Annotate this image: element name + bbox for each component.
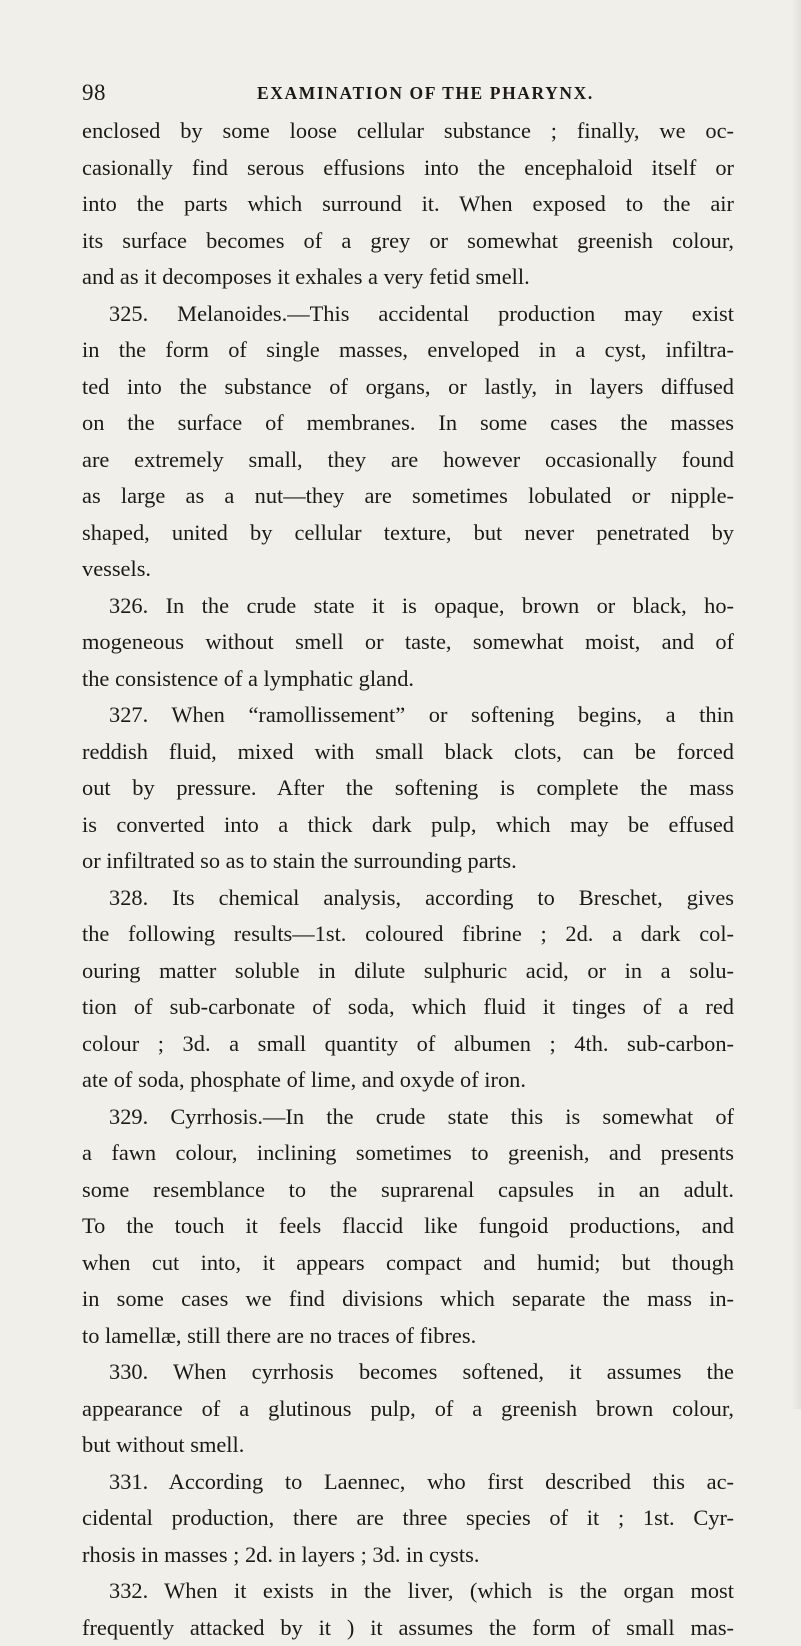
text-line: when cut into, it appears compact and humid; but though (82, 1245, 734, 1282)
text-line: rhosis in masses ; 2d. in layers ; 3d. in cysts. (82, 1537, 734, 1574)
text-line: 331. According to Laennec, who first described this ac- (82, 1464, 734, 1501)
text-line: vessels. (82, 551, 734, 588)
text-line: or infiltrated so as to stain the surrounding parts. (82, 843, 734, 880)
text-line: To the touch it feels flaccid like fungoid productions, and (82, 1208, 734, 1245)
body-text (82, 113, 734, 1646)
text-line: enclosed by some loose cellular substance ; finally, we oc- (82, 113, 734, 150)
text-line: on the surface of membranes. In some cases the masses (82, 405, 734, 442)
text-line: ate of soda, phosphate of lime, and oxyde of iron. (82, 1062, 734, 1099)
text-line: is converted into a thick dark pulp, which may be effused (82, 807, 734, 844)
text-line: ted into the substance of organs, or lastly, in layers diffused (82, 369, 734, 406)
text-line: to lamellæ, still there are no traces of fibres. (82, 1318, 734, 1355)
text-line: some resemblance to the suprarenal capsules in an adult. (82, 1172, 734, 1209)
text-line: frequently attacked by it ) it assumes the form of small mas- (82, 1610, 734, 1646)
text-line: colour ; 3d. a small quantity of albumen ; 4th. sub-carbon- (82, 1026, 734, 1063)
text-line: 327. When “ramollissement” or softening begins, a thin (82, 697, 734, 734)
text-line: mogeneous without smell or taste, somewhat moist, and of (82, 624, 734, 661)
text-line: 330. When cyrrhosis becomes softened, it assumes the (82, 1354, 734, 1391)
text-line: casionally find serous effusions into the encephaloid itself or (82, 150, 734, 187)
text-line: and as it decomposes it exhales a very fetid smell. (82, 259, 734, 296)
text-line: 326. In the crude state it is opaque, brown or black, ho- (82, 588, 734, 625)
page-number: 98 (82, 80, 106, 106)
running-head: EXAMINATION OF THE PHARYNX. (257, 83, 594, 104)
text-line: as large as a nut—they are sometimes lobulated or nipple- (82, 478, 734, 515)
text-line: tion of sub-carbonate of soda, which fluid it tinges of a red (82, 989, 734, 1026)
text-line: the consistence of a lymphatic gland. (82, 661, 734, 698)
text-line: out by pressure. After the softening is complete the mass (82, 770, 734, 807)
page-header (82, 80, 732, 110)
text-line: 328. Its chemical analysis, according to Breschet, gives (82, 880, 734, 917)
text-line: in some cases we find divisions which separate the mass in- (82, 1281, 734, 1318)
text-line: shaped, united by cellular texture, but never penetrated by (82, 515, 734, 552)
text-line: the following results—1st. coloured fibrine ; 2d. a dark col- (82, 916, 734, 953)
text-line: into the parts which surround it. When exposed to the air (82, 186, 734, 223)
text-line: 332. When it exists in the liver, (which is the organ most (82, 1573, 734, 1610)
text-line: 329. Cyrrhosis.—In the crude state this is somewhat of (82, 1099, 734, 1136)
text-line: but without smell. (82, 1427, 734, 1464)
text-line: ouring matter soluble in dilute sulphuric acid, or in a solu- (82, 953, 734, 990)
text-line: reddish fluid, mixed with small black clots, can be forced (82, 734, 734, 771)
text-line: 325. Melanoides.—This accidental production may exist (82, 296, 734, 333)
text-line: are extremely small, they are however occasionally found (82, 442, 734, 479)
text-line: in the form of single masses, enveloped in a cyst, infiltra- (82, 332, 734, 369)
text-line: its surface becomes of a grey or somewhat greenish colour, (82, 223, 734, 260)
text-line: a fawn colour, inclining sometimes to greenish, and presents (82, 1135, 734, 1172)
text-line: cidental production, there are three species of it ; 1st. Cyr- (82, 1500, 734, 1537)
text-line: appearance of a glutinous pulp, of a greenish brown colour, (82, 1391, 734, 1428)
page-edge-shadow (791, 0, 801, 1409)
